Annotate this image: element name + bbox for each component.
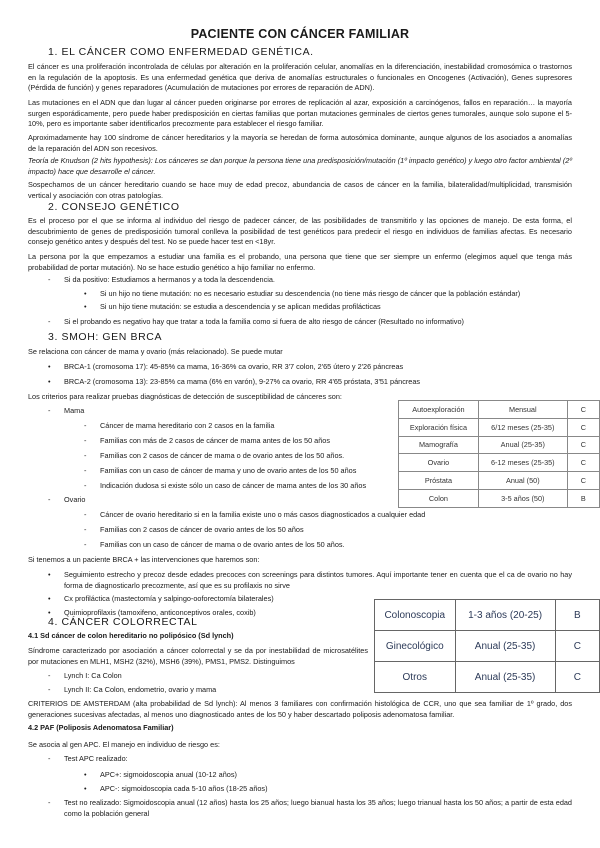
section-1-paragraph-2: Las mutaciones en el ADN que dan lugar al cáncer pueden originarse por errores de replicación al azar, exposición a carcinógenos, fallos en reparación… la mayoría surgen esporádicamente, pero puede haber predisposición en ciertas familias que portan mutaciones germinales de ciertos genes tumorales, aunque solo supone el 5-10%, pero es importante saber identificarlos precozmente para establecer el riesgo familiar. (28, 98, 572, 128)
table-cell: Anual (25-35) (478, 436, 567, 454)
list-item: Cáncer de mama hereditario con 2 casos en la familia (100, 421, 275, 430)
list-item: Familias con un caso de cáncer de mama y uno de ovario antes de los 50 años (100, 466, 357, 475)
table-row (375, 631, 600, 662)
list-item: Familias con un caso de cáncer de mama o de ovario antes de los 50 años. (100, 540, 345, 549)
table-cell: C (567, 436, 599, 454)
bullet-dash: - (48, 685, 51, 694)
list-item: Si el probando es negativo hay que tratar a toda la familia como si fuera de alto riesgo de cáncer (Resultado no informativo) (64, 317, 464, 326)
bullet-dot: • (84, 784, 87, 793)
bullet-dash: - (84, 481, 87, 490)
table-cell: Colonoscopia (375, 600, 456, 631)
list-item: APC+: sigmoidoscopia anual (10-12 años) (100, 770, 237, 779)
section-4-heading: 4. CÁNCER COLORRECTAL (48, 616, 198, 628)
list-item: Lynch I: Ca Colon (64, 671, 122, 680)
table-row (399, 401, 600, 419)
section-3-heading: 3. SMOH: GEN BRCA (48, 331, 163, 343)
knudson-theory: Teoría de Knudson (2 hits hypothesis): Los cánceres se dan porque la persona tiene una predisposición/mutación (1º impacto genético) y luego otro factor ambiental (2º impacto) hace que desarrolle el cáncer. (28, 156, 572, 176)
bullet-dot: • (84, 770, 87, 779)
bullet-dash: - (48, 754, 51, 763)
bullet-dot: • (48, 608, 51, 617)
brca-screening-table (398, 400, 600, 508)
table-cell: Mamografía (399, 436, 479, 454)
table-cell: Exploración física (399, 418, 479, 436)
section-2-paragraph-1: Es el proceso por el que se informa al individuo del riesgo de padecer cáncer, de las posibilidades de transmitirlo y las opciones de manejo. De esta forma, el descubrimiento de genes de predisposición tumoral conlleva la posibilidad de test genéticos para predecir el riesgo en individuos de familias afectas. Es necesario consejo genético antes y después del test. No se puede hacer test en <18yr. (28, 216, 572, 246)
table-cell: Mensual (478, 401, 567, 419)
ovario-label: Ovario (64, 495, 86, 504)
table-cell: Ovario (399, 454, 479, 472)
table-cell: Anual (25-35) (455, 662, 555, 693)
amsterdam-criteria: CRITERIOS DE AMSTERDAM (alta probabilidad de Sd lynch): Al menos 3 familiares con confirmación histológica de CCR, uno que sea familiar de 1º grado, dos generaciones sucesivas afectadas, al menos uno diagnosticado antes de los 50 y haber descartado poliposis adenomatosa familiar. (28, 699, 572, 719)
bullet-dash: - (84, 510, 87, 519)
table-cell: Ginecológico (375, 631, 456, 662)
bullet-dash: - (84, 466, 87, 475)
bullet-dash: - (84, 421, 87, 430)
bullet-dash: - (84, 540, 87, 549)
section-1-paragraph-5: Sospechamos de un cáncer hereditario cuando se hace muy de edad precoz, abundancia de casos de cáncer en la familia, bilateralidad/multiplicidad, transmisión vertical y asociación con otras patologías. (28, 180, 572, 200)
table-cell: 6-12 meses (25-35) (478, 454, 567, 472)
brca2-line: BRCA-2 (cromosoma 13): 23-85% ca mama (6% en varón), 9-27% ca ovario, RR 4'65 próstata, 3'51 páncreas (64, 377, 421, 386)
paf-intro: Se asocia al gen APC. El manejo en individuo de riesgo es: (28, 740, 220, 749)
section-1-paragraph-3: Aproximadamente hay 100 síndrome de cáncer hereditarios y la mayoría se heredan de forma autosómica dominante, aunque algunos de los asociados a anomalías de la reparación del ADN son recesivos. (28, 133, 572, 153)
table-cell: 6/12 meses (25-35) (478, 418, 567, 436)
section-1-heading: 1. EL CÁNCER COMO ENFERMEDAD GENÉTICA. (48, 46, 314, 58)
bullet-dash: • (84, 302, 87, 311)
bullet-dash: - (48, 275, 51, 284)
list-item: Familias con más de 2 casos de cáncer de mama antes de los 50 años (100, 436, 330, 445)
table-cell: Anual (50) (478, 472, 567, 490)
table-row (375, 600, 600, 631)
table-cell: Colon (399, 489, 479, 507)
list-item: APC-: sigmoidoscopia cada 5-10 años (18-25 años) (100, 784, 268, 793)
table-cell: Próstata (399, 472, 479, 490)
table-cell: C (567, 472, 599, 490)
table-cell: Otros (375, 662, 456, 693)
list-item: Familias con 2 casos de cáncer de ovario antes de los 50 años (100, 525, 304, 534)
subsection-4-2-heading: 4.2 PAF (Poliposis Adenomatosa Familiar) (28, 723, 174, 732)
table-cell: B (567, 489, 599, 507)
list-item: Familias con 2 casos de cáncer de mama o de ovario antes de los 50 años. (100, 451, 345, 460)
section-2-paragraph-2: La persona por la que empezamos a estudiar una familia es el probando, una persona que tiene que ser siempre un enfermo (elegimos aquel que tenga más probabilidad de portar mutación). No se hace estudio genético a hijo familiar no enfermo. (28, 252, 572, 272)
list-item: Si un hijo tiene mutación: se estudia a descendencia y se aplican medidas profilácticas (100, 302, 381, 311)
bullet-dot: • (48, 362, 51, 371)
bullet-dash: - (84, 436, 87, 445)
table-row (399, 454, 600, 472)
list-item: Quimioprofilaxis (tamoxifeno, anticonceptivos orales, coxib) (64, 608, 256, 617)
list-item: Cáncer de ovario hereditario si en la familia existe uno o más casos diagnosticados a cualquier edad (100, 510, 426, 519)
table-cell: B (555, 600, 599, 631)
brca-interventions-intro: Si tenemos a un paciente BRCA + las intervenciones que haremos son: (28, 555, 260, 564)
bullet-dot: • (48, 594, 51, 603)
bullet-dash: - (48, 798, 51, 807)
table-row (399, 472, 600, 490)
table-row (399, 436, 600, 454)
table-cell: C (567, 418, 599, 436)
bullet-dot: • (48, 570, 51, 579)
bullet-dash: - (48, 495, 51, 504)
section-3-intro: Se relaciona con cáncer de mama y ovario (más relacionado). Se puede mutar (28, 347, 283, 356)
list-item: Indicación dudosa si existe sólo un caso de cáncer de mama antes de los 30 años (100, 481, 367, 490)
table-cell: C (555, 662, 599, 693)
bullet-dot: • (48, 377, 51, 386)
bullet-dash: - (84, 451, 87, 460)
brca1-line: BRCA-1 (cromosoma 17): 45-85% ca mama, 16-36% ca ovario, RR 3'7 colon, 2'65 útero y 2'26 páncreas (64, 362, 404, 371)
list-item: Lynch II: Ca Colon, endometrio, ovario y mama (64, 685, 217, 694)
mama-label: Mama (64, 406, 85, 415)
table-cell: 1-3 años (20-25) (455, 600, 555, 631)
table-row (399, 418, 600, 436)
bullet-dash: - (48, 671, 51, 680)
table-row (375, 662, 600, 693)
page-title: PACIENTE CON CÁNCER FAMILIAR (190, 27, 410, 41)
table-cell: 3-5 años (50) (478, 489, 567, 507)
criteria-intro: Los criterios para realizar pruebas diagnósticas de detección de susceptibilidad de cánceres son: (28, 392, 342, 401)
list-item: Si un hijo no tiene mutación: no es necesario estudiar su descendencia (no tiene más riesgo de cáncer que la población estándar) (100, 289, 521, 298)
list-item: Si da positivo: Estudiamos a hermanos y a toda la descendencia. (64, 275, 275, 284)
subsection-4-1-heading: 4.1 Sd cáncer de colon hereditario no polipósico (Sd lynch) (28, 631, 234, 640)
list-item: Cx profiláctica (mastectomía y salpingo-ooforectomía bilaterales) (64, 594, 274, 603)
lynch-description: Síndrome caracterizado por asociación a cáncer colorrectal y se da por inestabilidad de microsatélites por mutaciones en MLH1, MSH2 (32%), MSH6 (39%), PMS1, PMS2. Distinguimos (28, 646, 368, 666)
section-2-heading: 2. CONSEJO GENÉTICO (48, 201, 180, 213)
table-cell: C (567, 454, 599, 472)
table-cell: Anual (25-35) (455, 631, 555, 662)
bullet-dash: • (84, 289, 87, 298)
list-item: Test no realizado: Sigmoidoscopia anual (12 años) hasta los 25 años; luego bianual hasta los 35 años; luego trianual hasta los 50 años; a partir de esta edad como la población general (64, 798, 572, 818)
table-cell: C (555, 631, 599, 662)
test-apc-label: Test APC realizado: (64, 754, 128, 763)
section-1-paragraph-1: El cáncer es una proliferación incontrolada de células por alteración en la proliferación celular, anomalías en la diferenciación, inestabilidad cromosómica o trastornos en la regulación de la apoptosis. Es una enfermedad genética que deriva de anomalías estructurales o funcionales en Oncogenes (Activación), Genes supresores (Pérdida de función) y genes reparadores (Acumulación de mutaciones por errores de reparación de ADN). (28, 62, 572, 92)
table-cell: C (567, 401, 599, 419)
bullet-dash: - (48, 406, 51, 415)
list-item: Seguimiento estrecho y precoz desde edades precoces con screenings para distintos tumores. Aquí importante tener en cuenta que el ca de ovario no hay forma de diagnosticarlo precozmente, así que es su profilaxis no sirve (64, 570, 572, 590)
table-cell: Autoexploración (399, 401, 479, 419)
table-row (399, 489, 600, 507)
lynch-screening-table (374, 599, 600, 693)
bullet-dash: - (48, 317, 51, 326)
bullet-dash: - (84, 525, 87, 534)
